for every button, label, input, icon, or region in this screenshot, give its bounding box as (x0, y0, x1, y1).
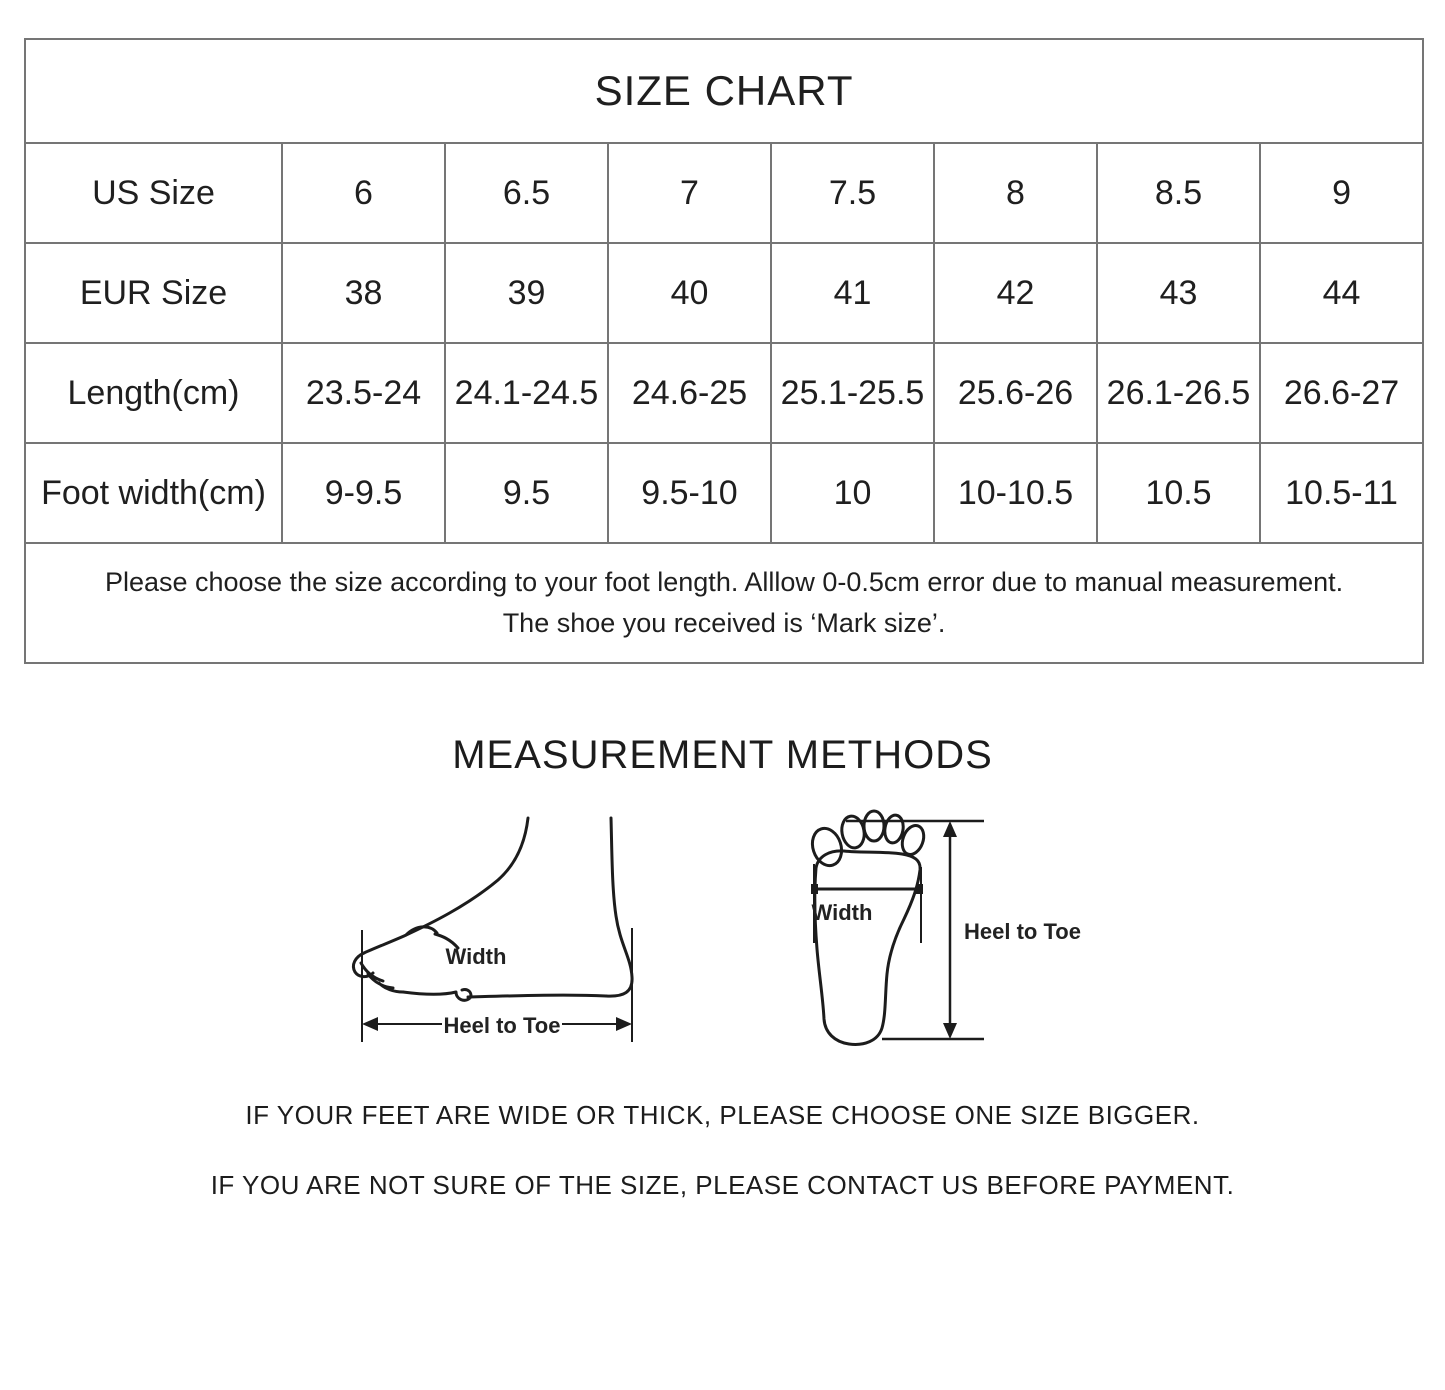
table-cell: 25.6-26 (934, 343, 1097, 443)
table-cell: 7 (608, 143, 771, 243)
table-row-foot-width (25, 443, 1423, 543)
width-label: Width (811, 900, 873, 925)
table-cell: 10.5 (1097, 443, 1260, 543)
table-cell: 25.1-25.5 (771, 343, 934, 443)
size-chart-title: SIZE CHART (25, 39, 1423, 143)
toe-3 (864, 811, 884, 841)
width-end-left-icon (811, 884, 818, 894)
table-cell: 24.6-25 (608, 343, 771, 443)
measurement-methods-heading: MEASUREMENT METHODS (452, 733, 993, 777)
table-cell: 10.5-11 (1260, 443, 1423, 543)
table-cell: 43 (1097, 243, 1260, 343)
table-cell: 42 (934, 243, 1097, 343)
table-cell: 10 (771, 443, 934, 543)
table-row-eur-size (25, 243, 1423, 343)
table-cell: 23.5-24 (282, 343, 445, 443)
foot-instep-line (364, 818, 528, 953)
table-cell: 7.5 (771, 143, 934, 243)
table-cell: 9.5-10 (608, 443, 771, 543)
footer-note-2: IF YOU ARE NOT SURE OF THE SIZE, PLEASE CONTACT US BEFORE PAYMENT. (210, 1170, 1235, 1200)
table-cell: 8.5 (1097, 143, 1260, 243)
sole-view-foot-diagram (778, 788, 1138, 1088)
row-label-length: Length(cm) (25, 343, 282, 443)
table-cell: 38 (282, 243, 445, 343)
heel-to-toe-label: Heel to Toe (443, 1013, 561, 1038)
arrow-head-top-icon (943, 821, 957, 837)
table-cell: 10-10.5 (934, 443, 1097, 543)
foot-back-heel-line (606, 818, 632, 996)
table-cell: 9 (1260, 143, 1423, 243)
row-label-us-size: US Size (25, 143, 282, 243)
width-label: Width (445, 944, 507, 969)
table-cell: 6 (282, 143, 445, 243)
table-cell: 24.1-24.5 (445, 343, 608, 443)
foot-sole-line (403, 990, 606, 1001)
note-line-1: Please choose the size according to your foot length. Alllow 0-0.5cm error due to manual measurement. (104, 567, 1344, 597)
table-cell: 44 (1260, 243, 1423, 343)
footprint-outline (808, 811, 928, 1044)
table-cell: 8 (934, 143, 1097, 243)
row-label-eur-size: EUR Size (25, 243, 282, 343)
table-cell: 40 (608, 243, 771, 343)
table-cell: 9-9.5 (282, 443, 445, 543)
table-row-us-size (25, 143, 1423, 243)
width-measure (811, 864, 923, 943)
table-cell: 39 (445, 243, 608, 343)
note-line-2: The shoe you received is ‘Mark size’. (502, 608, 946, 638)
size-chart-table (24, 38, 1424, 664)
table-cell: 41 (771, 243, 934, 343)
row-label-foot-width: Foot width(cm) (25, 443, 282, 543)
foot-outline (353, 818, 632, 1000)
footer-note-1: IF YOUR FEET ARE WIDE OR THICK, PLEASE CHOOSE ONE SIZE BIGGER. (245, 1100, 1200, 1130)
arrow-head-left-icon (362, 1017, 378, 1031)
width-end-right-icon (916, 884, 923, 894)
table-cell: 26.6-27 (1260, 343, 1423, 443)
side-view-foot-diagram (340, 812, 690, 1072)
table-row-length (25, 343, 1423, 443)
table-cell: 9.5 (445, 443, 608, 543)
size-note (25, 543, 1423, 663)
toe-2 (839, 814, 866, 849)
arrow-head-right-icon (616, 1017, 632, 1031)
table-cell: 26.1-26.5 (1097, 343, 1260, 443)
note-row (25, 543, 1423, 663)
arrow-head-bottom-icon (943, 1023, 957, 1039)
heel-to-toe-label: Heel to Toe (964, 919, 1081, 944)
title-row (25, 39, 1423, 143)
table-cell: 6.5 (445, 143, 608, 243)
sole-outline (815, 851, 920, 1045)
